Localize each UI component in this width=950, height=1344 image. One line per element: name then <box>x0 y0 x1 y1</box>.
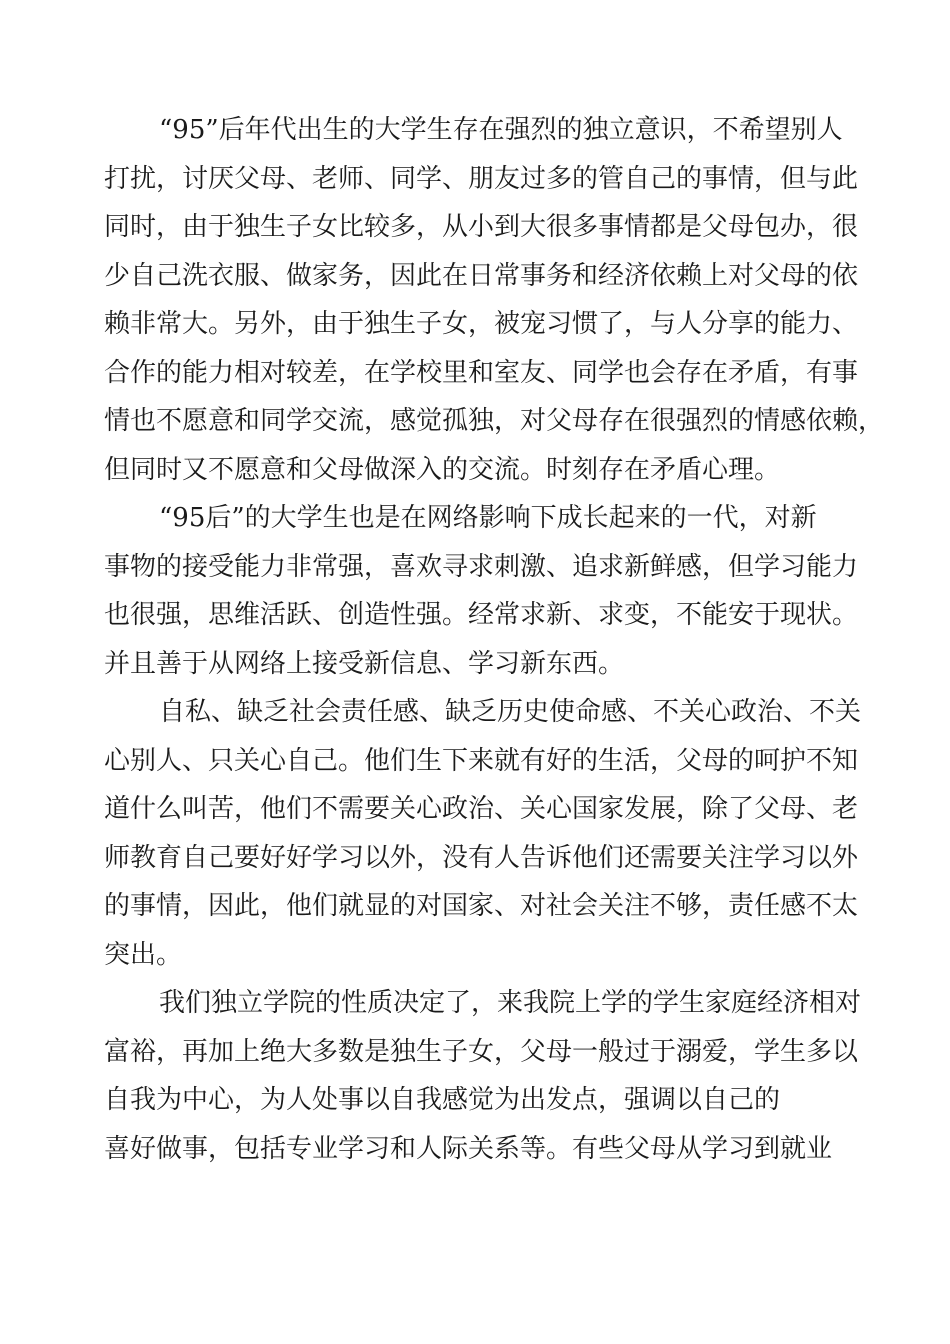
paragraph-line: 道什么叫苦，他们不需要关心政治、关心国家发展，除了父母、老 <box>104 794 859 824</box>
paragraph-independence <box>104 106 885 494</box>
paragraph-line: 突出。 <box>104 939 183 970</box>
paragraph-line: 心别人、只关心自己。他们生下来就有好的生活，父母的呵护不知 <box>104 745 859 776</box>
paragraph-line: 同时，由于独生子女比较多，从小到大很多事情都是父母包办，很 <box>104 212 859 242</box>
paragraph-line: 并且善于从网络上接受新信息、学习新东西。 <box>104 648 625 679</box>
paragraph-internet-generation <box>104 494 859 688</box>
paragraph-line: 的事情，因此，他们就显的对国家、对社会关注不够，责任感不太 <box>104 891 859 921</box>
paragraph-line: 合作的能力相对较差，在学校里和室友、同学也会存在矛盾，有事 <box>104 357 859 388</box>
paragraph-line: 自我为中心，为人处事以自我感觉为出发点，强调以自己的 <box>104 1085 781 1115</box>
paragraph-line: “95”后年代出生的大学生存在强烈的独立意识，不希望别人 <box>159 115 843 145</box>
paragraph-line: 赖非常大。另外，由于独生子女，被宠习惯了，与人分享的能力、 <box>104 309 859 339</box>
paragraph-line: 自私、缺乏社会责任感、缺乏历史使命感、不关心政治、不关 <box>159 697 862 727</box>
paragraph-line: 我们独立学院的性质决定了，来我院上学的学生家庭经济相对 <box>159 988 862 1018</box>
paragraph-line: 师教育自己要好好学习以外，没有人告诉他们还需要关注学习以外 <box>104 842 859 873</box>
paragraph-line: 但同时又不愿意和父母做深入的交流。时刻存在矛盾心理。 <box>104 454 781 485</box>
paragraph-line: 事物的接受能力非常强，喜欢寻求刺激、追求新鲜感，但学习能力 <box>104 551 859 582</box>
paragraph-independent-college <box>104 979 862 1173</box>
paragraph-line: 也很强，思维活跃、创造性强。经常求新、求变，不能安于现状。 <box>104 600 859 630</box>
document-body <box>104 106 885 1173</box>
paragraph-line: 情也不愿意和同学交流，感觉孤独，对父母存在很强烈的情感依赖， <box>104 406 885 436</box>
paragraph-line: “95后”的大学生也是在网络影响下成长起来的一代，对新 <box>159 503 817 533</box>
paragraph-line: 少自己洗衣服、做家务，因此在日常事务和经济依赖上对父母的依 <box>104 260 859 291</box>
paragraph-line: 打扰，讨厌父母、老师、同学、朋友过多的管自己的事情，但与此 <box>104 163 859 194</box>
paragraph-social-responsibility <box>104 688 862 979</box>
paragraph-line: 富裕，再加上绝大多数是独生子女，父母一般过于溺爱，学生多以 <box>104 1036 859 1067</box>
paragraph-line: 喜好做事，包括专业学习和人际关系等。有些父母从学习到就业 <box>104 1133 833 1164</box>
